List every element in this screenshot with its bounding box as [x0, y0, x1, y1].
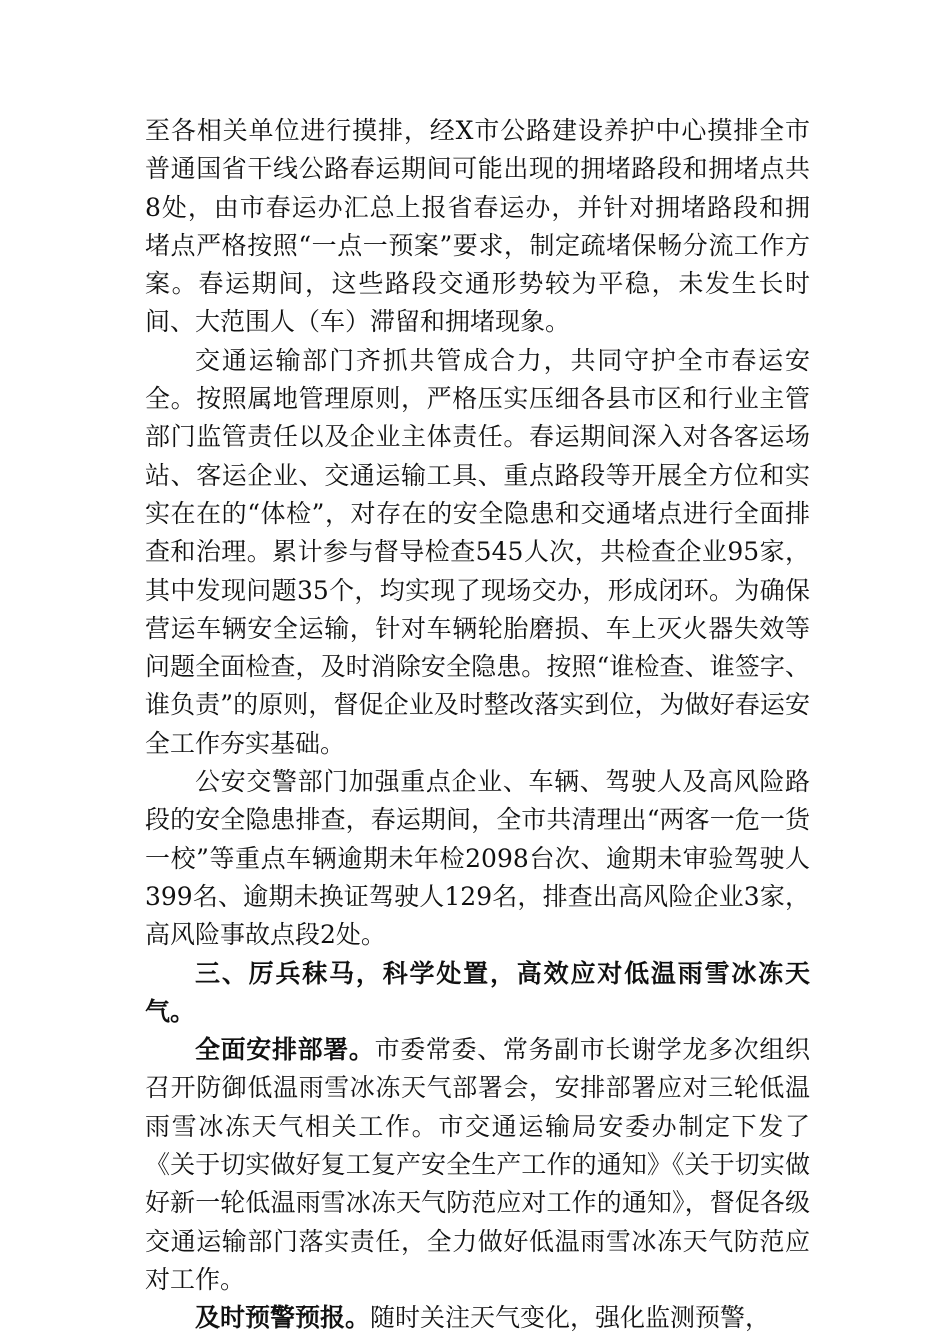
paragraph-deployment	[145, 1031, 810, 1299]
paragraph-continuation: 至各相关单位进行摸排，经X市公路建设养护中心摸排全市普通国省干线公路春运期间可能出现的拥堵路段和拥堵点共8处，由市春运办汇总上报省春运办，并针对拥堵路段和拥堵点严格按照“一点一预案”要求，制定疏堵保畅分流工作方案。春运期间，这些路段交通形势较为平稳，未发生长时间、大范围人（车）滞留和拥堵现象。	[145, 116, 810, 337]
paragraph-warning	[145, 1299, 810, 1337]
paragraph-traffic-police: 公安交警部门加强重点企业、车辆、驾驶人及高风险路段的安全隐患排查，春运期间，全市共清理出“两客一危一货一校”等重点车辆逾期未年检2098台次、逾期未审验驾驶人399名、逾期未换证驾驶人129名，排查出高风险企业3家，高风险事故点段2处。	[145, 767, 810, 950]
paragraph-body-warning: 随时关注天气变化，强化监测预警，	[370, 1303, 771, 1333]
section-heading-three: 三、厉兵秣马，科学处置，高效应对低温雨雪冰冻天气。	[145, 958, 810, 1026]
document-body	[145, 112, 810, 1338]
paragraph-body-deployment: 市委常委、常务副市长谢学龙多次组织召开防御低温雨雪冰冻天气部署会，安排部署应对三轮低温雨雪冰冻天气相关工作。市交通运输局安委办制定下发了《关于切实做好复工复产安全生产工作的通知》《关于切实做好新一轮低温雨雪冰冻天气防范应对工作的通知》，督促各级交通运输部门落实责任，全力做好低温雨雪冰冻天气防范应对工作。	[145, 1035, 810, 1294]
paragraph-transport-departments: 交通运输部门齐抓共管成合力，共同守护全市春运安全。按照属地管理原则，严格压实压细各县市区和行业主管部门监管责任以及企业主体责任。春运期间深入对各客运场站、客运企业、交通运输工具、重点路段等开展全方位和实实在在的“体检”，对存在的安全隐患和交通堵点进行全面排查和治理。累计参与督导检查545人次，共检查企业95家，其中发现问题35个，均实现了现场交办，形成闭环。为确保营运车辆安全运输，针对车辆轮胎磨损、车上灭火器失效等问题全面检查，及时消除安全隐患。按照“谁检查、谁签字、谁负责”的原则，督促企业及时整改落实到位，为做好春运安全工作夯实基础。	[145, 345, 810, 758]
paragraph-lead-warning: 及时预警预报。	[195, 1303, 371, 1333]
paragraph-lead-deployment: 全面安排部署。	[195, 1035, 375, 1065]
